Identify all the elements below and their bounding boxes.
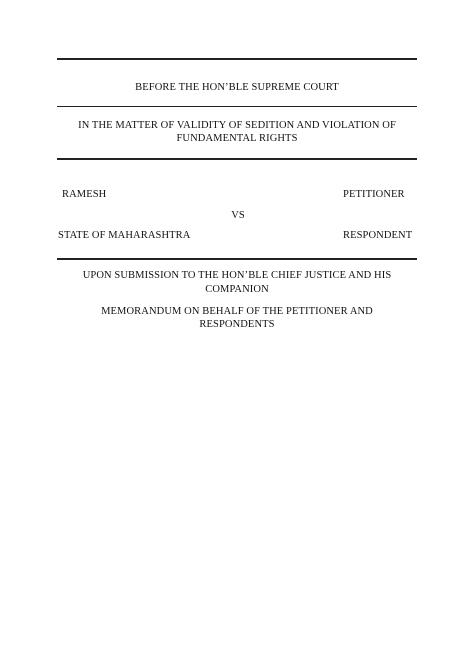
- petitioner-role: PETITIONER: [343, 189, 405, 200]
- respondent-name: STATE OF MAHARASHTRA: [58, 230, 191, 241]
- rule-after-matter: [57, 158, 417, 160]
- matter-line-1: IN THE MATTER OF VALIDITY OF SEDITION AND VIOLATION OF: [78, 120, 396, 131]
- submission-line-2: COMPANION: [205, 284, 269, 295]
- rule-after-court: [57, 106, 417, 107]
- memorandum-line-2: RESPONDENTS: [199, 319, 275, 330]
- memorandum-line-1: MEMORANDUM ON BEHALF OF THE PETITIONER AND: [101, 306, 373, 317]
- court-heading: BEFORE THE HON’BLE SUPREME COURT: [135, 82, 339, 93]
- respondent-role: RESPONDENT: [343, 230, 413, 241]
- rule-after-parties: [57, 258, 417, 260]
- top-rule: [57, 58, 417, 60]
- petitioner-name: RAMESH: [62, 189, 107, 200]
- versus-label: VS: [231, 210, 245, 221]
- submission-line-1: UPON SUBMISSION TO THE HON’BLE CHIEF JUSTICE AND HIS: [82, 270, 392, 281]
- matter-line-2: FUNDAMENTAL RIGHTS: [176, 133, 298, 144]
